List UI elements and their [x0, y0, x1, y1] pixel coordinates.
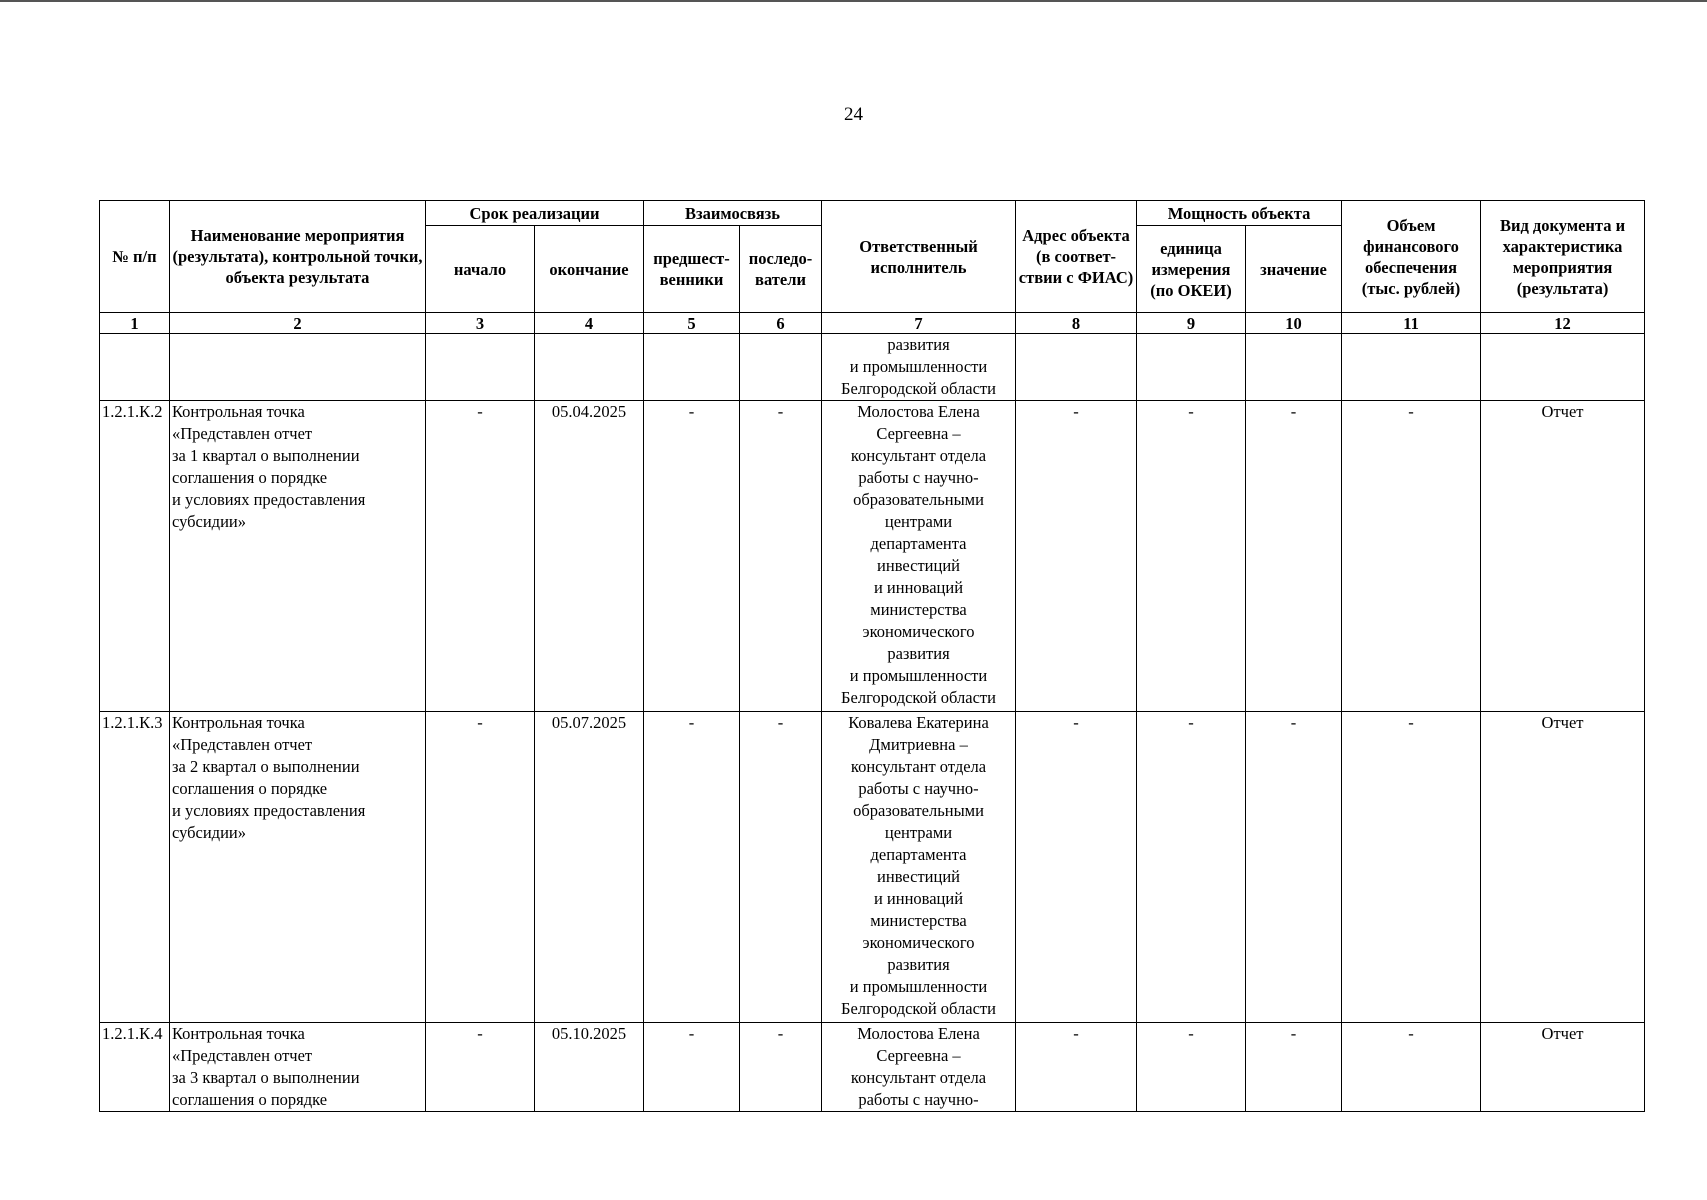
row-code: 1.2.1.К.3 — [100, 712, 170, 1023]
row-document: Отчет — [1481, 1023, 1645, 1112]
column-number: 12 — [1481, 313, 1645, 334]
row-responsible: развития и промышленности Белгородской области — [822, 334, 1016, 401]
header-responsible: Ответственный исполнитель — [822, 201, 1016, 313]
header-number: № п/п — [100, 201, 170, 313]
row-responsible: Молостова Елена Сергеевна – консультант отдела работы с научно- образовательными центрами департамента инвестиций и инноваций министерства экономического развития и промышленности Белгородской области — [822, 401, 1016, 712]
header-power-unit: единица измерения (по ОКЕИ) — [1137, 226, 1246, 313]
header-name: Наименование мероприятия (результата), контрольной точки, объекта результата — [170, 201, 426, 313]
row-predecessors — [644, 334, 740, 401]
row-responsible: Молостова Елена Сергеевна – консультант отдела работы с научно- — [822, 1023, 1016, 1112]
column-number: 11 — [1342, 313, 1481, 334]
row-predecessors: - — [644, 1023, 740, 1112]
table-row — [100, 712, 1645, 1023]
row-address — [1016, 334, 1137, 401]
row-code — [100, 334, 170, 401]
column-number: 7 — [822, 313, 1016, 334]
row-code: 1.2.1.К.4 — [100, 1023, 170, 1112]
header-address: Адрес объекта (в соответ-ствии с ФИАС) — [1016, 201, 1137, 313]
page-top-edge — [0, 0, 1707, 2]
header-power-group: Мощность объекта — [1137, 201, 1342, 226]
header-link-predecessors: предшест-венники — [644, 226, 740, 313]
row-successors — [740, 334, 822, 401]
column-number: 2 — [170, 313, 426, 334]
implementation-plan-table — [99, 200, 1645, 1112]
column-number: 1 — [100, 313, 170, 334]
row-unit: - — [1137, 401, 1246, 712]
row-name — [170, 334, 426, 401]
row-end: 05.04.2025 — [535, 401, 644, 712]
row-end — [535, 334, 644, 401]
row-name: Контрольная точка «Представлен отчет за 1 квартал о выполнении соглашения о порядке и условиях предоставления субсидии» — [170, 401, 426, 712]
header-document: Вид документа и характеристика мероприятия (результата) — [1481, 201, 1645, 313]
row-code: 1.2.1.К.2 — [100, 401, 170, 712]
column-number: 9 — [1137, 313, 1246, 334]
column-number: 10 — [1246, 313, 1342, 334]
row-finance: - — [1342, 401, 1481, 712]
table-row — [100, 401, 1645, 712]
row-finance: - — [1342, 1023, 1481, 1112]
row-document — [1481, 334, 1645, 401]
row-address: - — [1016, 401, 1137, 712]
header-term-group: Срок реализации — [426, 201, 644, 226]
row-successors: - — [740, 401, 822, 712]
row-address: - — [1016, 1023, 1137, 1112]
row-successors: - — [740, 1023, 822, 1112]
row-start — [426, 334, 535, 401]
row-responsible: Ковалева Екатерина Дмитриевна – консультант отдела работы с научно- образовательными центрами департамента инвестиций и инноваций министерства экономического развития и промышленности Белгородской области — [822, 712, 1016, 1023]
row-name: Контрольная точка «Представлен отчет за 3 квартал о выполнении соглашения о порядке — [170, 1023, 426, 1112]
column-number: 5 — [644, 313, 740, 334]
header-link-group: Взаимосвязь — [644, 201, 822, 226]
row-predecessors: - — [644, 712, 740, 1023]
row-document: Отчет — [1481, 401, 1645, 712]
page-number: 24 — [844, 104, 863, 125]
row-start: - — [426, 712, 535, 1023]
row-start: - — [426, 1023, 535, 1112]
header-link-successors: последо-ватели — [740, 226, 822, 313]
row-value: - — [1246, 401, 1342, 712]
row-successors: - — [740, 712, 822, 1023]
row-end: 05.10.2025 — [535, 1023, 644, 1112]
column-number: 3 — [426, 313, 535, 334]
row-end: 05.07.2025 — [535, 712, 644, 1023]
column-number: 6 — [740, 313, 822, 334]
row-predecessors: - — [644, 401, 740, 712]
row-address: - — [1016, 712, 1137, 1023]
row-unit: - — [1137, 1023, 1246, 1112]
row-start: - — [426, 401, 535, 712]
row-document: Отчет — [1481, 712, 1645, 1023]
row-name: Контрольная точка «Представлен отчет за 2 квартал о выполнении соглашения о порядке и условиях предоставления субсидии» — [170, 712, 426, 1023]
column-number: 8 — [1016, 313, 1137, 334]
row-unit — [1137, 334, 1246, 401]
row-value: - — [1246, 1023, 1342, 1112]
table-row — [100, 1023, 1645, 1112]
header-finance: Объем финансового обеспечения (тыс. рублей) — [1342, 201, 1481, 313]
row-finance — [1342, 334, 1481, 401]
row-unit: - — [1137, 712, 1246, 1023]
row-value: - — [1246, 712, 1342, 1023]
row-value — [1246, 334, 1342, 401]
table-row — [100, 334, 1645, 401]
row-finance: - — [1342, 712, 1481, 1023]
header-term-end: окончание — [535, 226, 644, 313]
header-power-value: значение — [1246, 226, 1342, 313]
header-term-start: начало — [426, 226, 535, 313]
column-number: 4 — [535, 313, 644, 334]
